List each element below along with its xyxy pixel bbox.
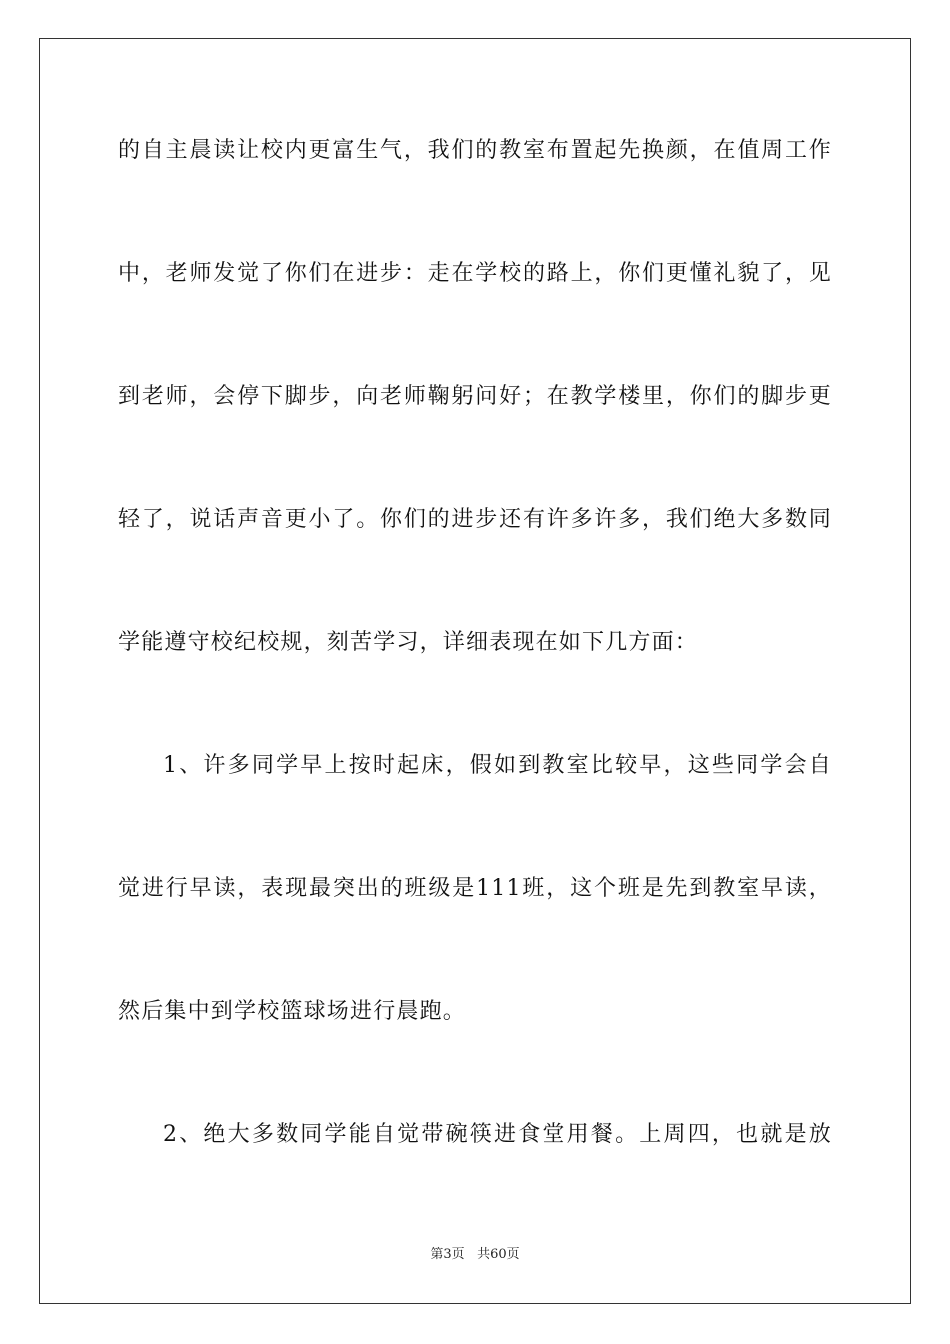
paragraph-line: 觉进行早读，表现最突出的班级是111班，这个班是先到教室早读， [118, 876, 832, 901]
paragraph-line: 的自主晨读让校内更富生气，我们的教室布置起先换颜，在值周工作 [118, 138, 832, 163]
page-number: 第3页 [430, 1247, 465, 1262]
paragraph-line: 然后集中到学校篮球场进行晨跑。 [118, 999, 467, 1024]
paragraph-line: 到老师，会停下脚步，向老师鞠躬问好；在教学楼里，你们的脚步更 [118, 384, 832, 409]
paragraph-line: 轻了，说话声音更小了。你们的进步还有许多许多，我们绝大多数同 [118, 507, 832, 532]
paragraph-line: 2、绝大多数同学能自觉带碗筷进食堂用餐。上周四，也就是放 [163, 1122, 832, 1147]
page-border [39, 38, 911, 1304]
paragraph-line: 1、许多同学早上按时起床，假如到教室比较早，这些同学会自 [163, 753, 832, 778]
page-footer [0, 1246, 950, 1264]
paragraph-line: 学能遵守校纪校规，刻苦学习，详细表现在如下几方面： [118, 630, 699, 655]
paragraph-line: 中，老师发觉了你们在进步：走在学校的路上，你们更懂礼貌了，见 [118, 261, 832, 286]
total-pages: 共60页 [477, 1247, 520, 1262]
